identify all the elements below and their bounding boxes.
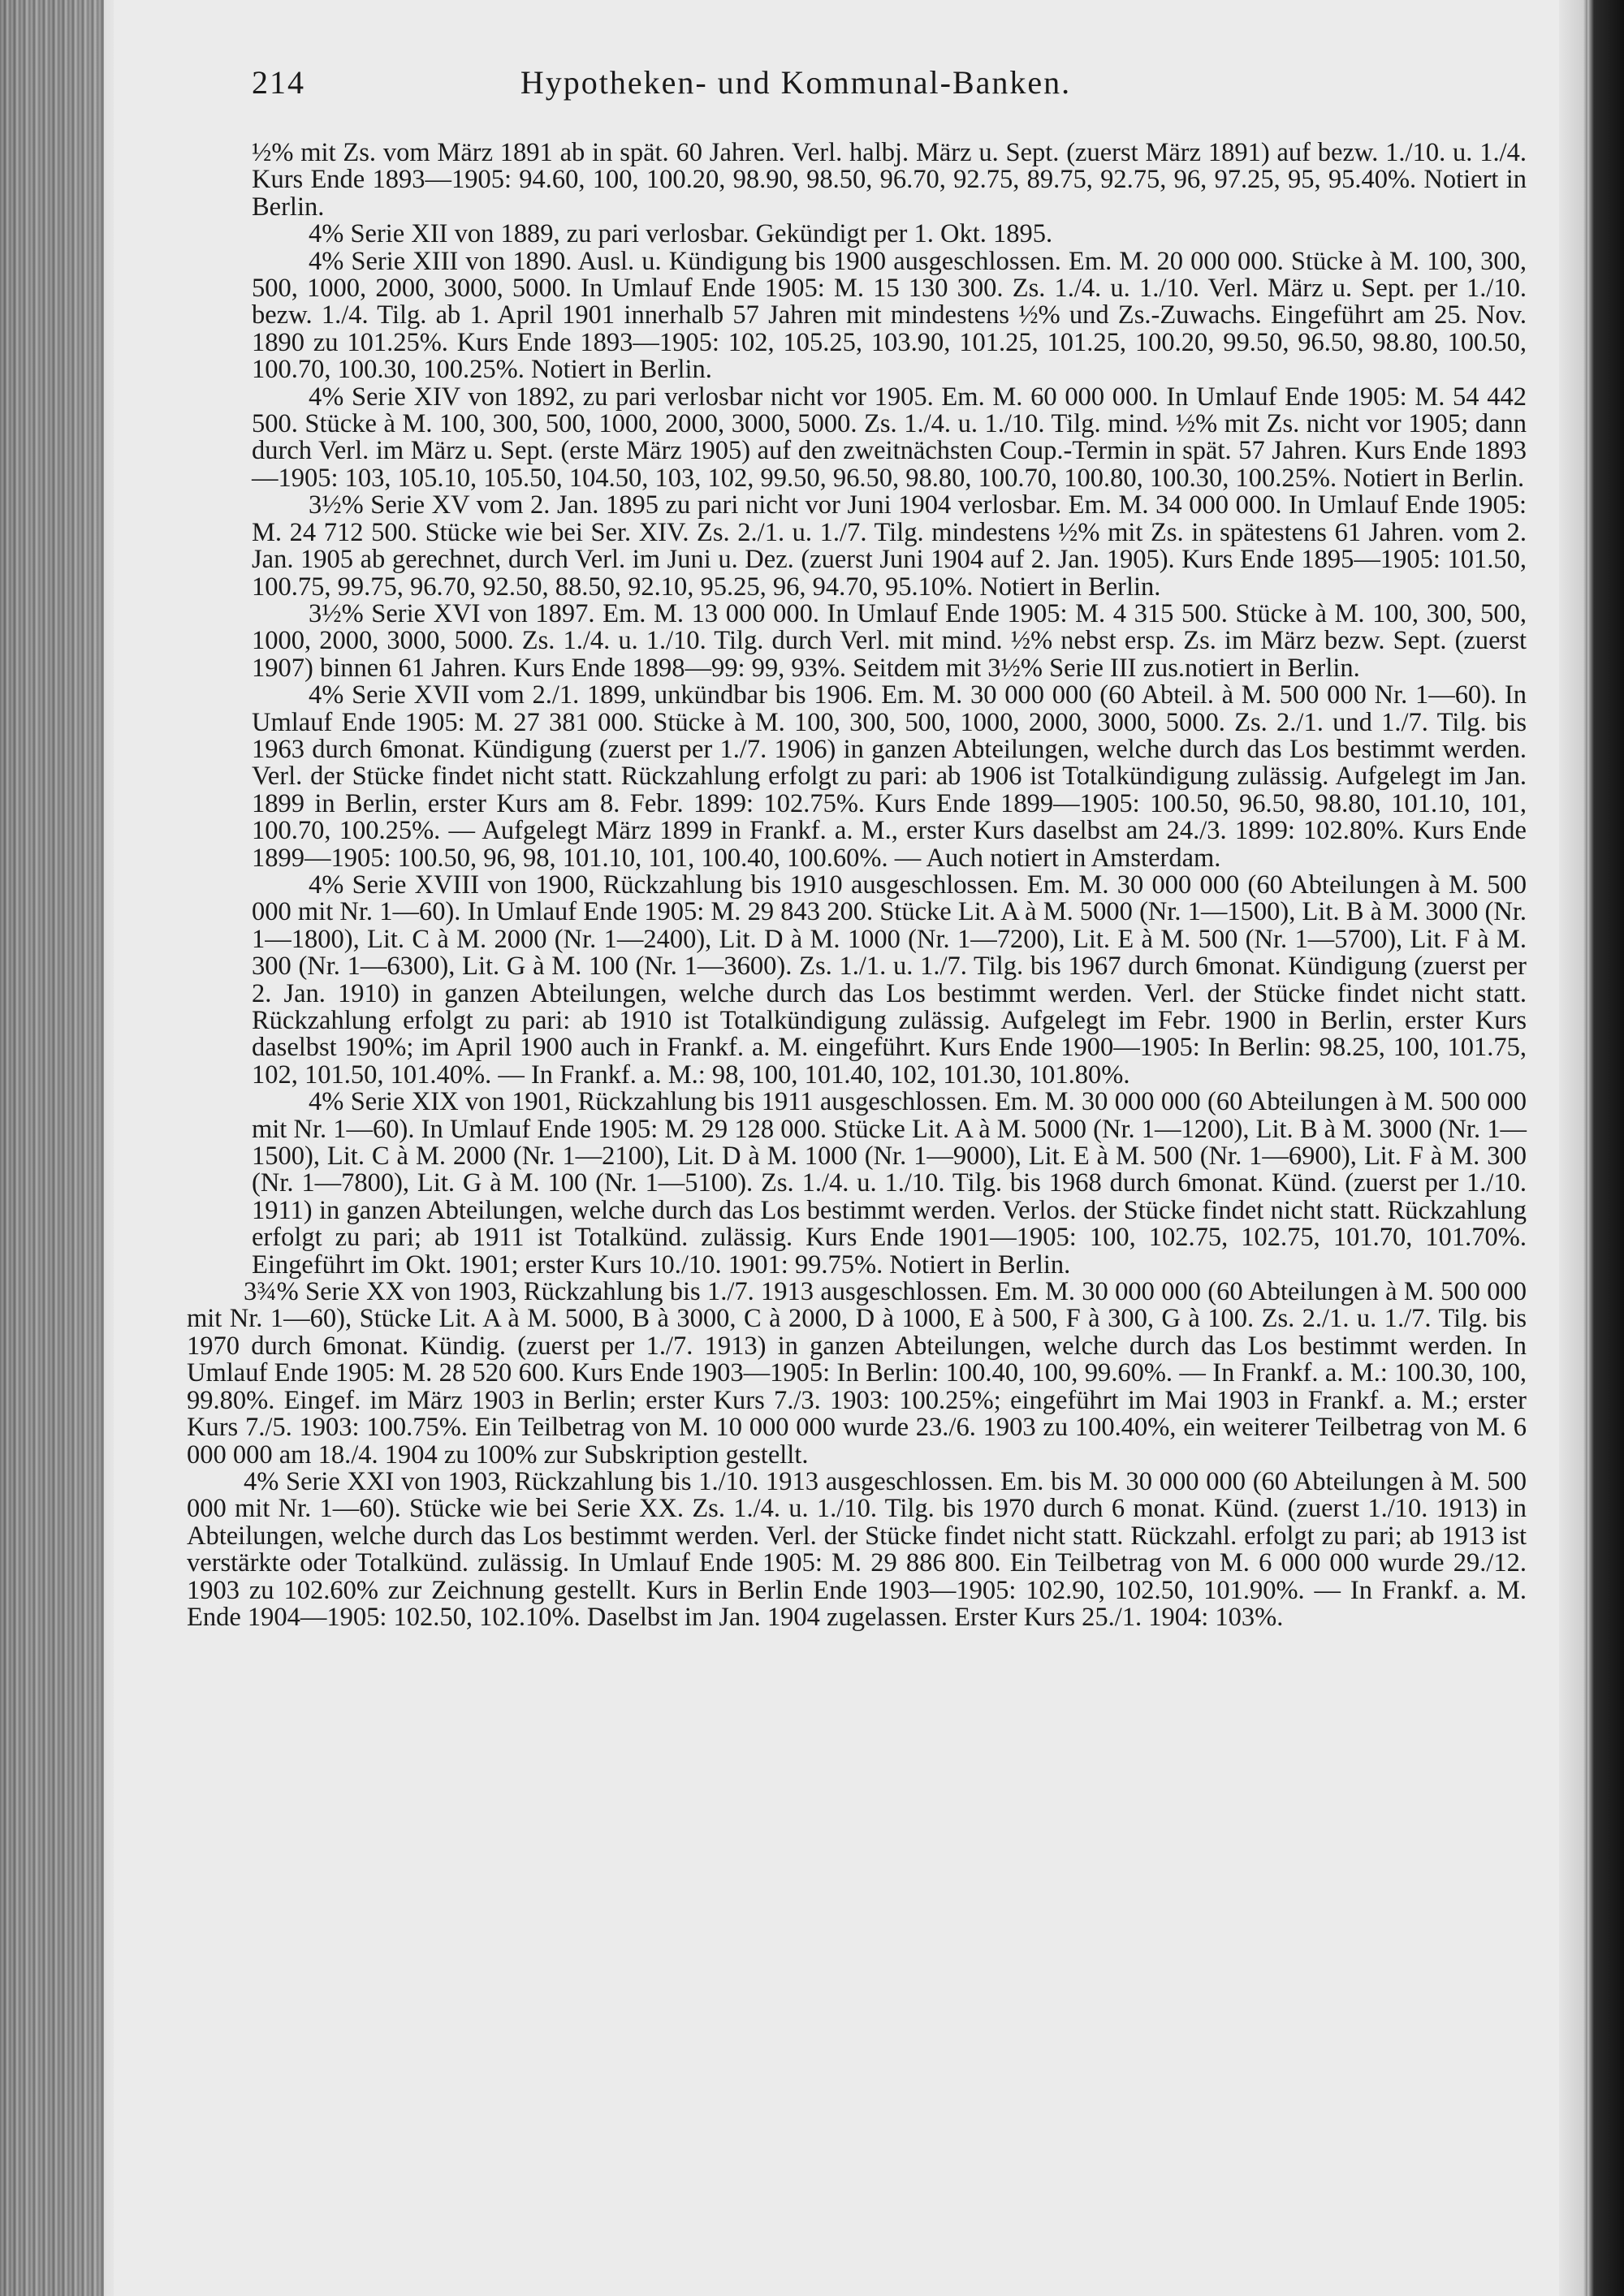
paragraph-serie-xv: 3½% Serie XV vom 2. Jan. 1895 zu pari nicht vor Juni 1904 verlosbar. Em. M. 34 000 000. In Umlauf Ende 1905: M. 24 712 500. Stücke wie bei Ser. XIV. Zs. 2./1. u. 1./7. Tilg. mindestens ½% mit Zs. in spätestens 61 Jahren. vom 2. Jan. 1905 ab gerechnet, durch Verl. im Juni u. Dez. (zuerst Juni 1904 auf 2. Jan. 1905). Kurs Ende 1895—1905: 101.50, 100.75, 99.75, 96.70, 92.50, 88.50, 92.10, 95.25, 96, 94.70, 95.10%. Notiert in Berlin. xyxy=(252,490,1527,602)
paragraph-serie-xxi: 4% Serie XXI von 1903, Rückzahlung bis 1./10. 1913 ausgeschlossen. Em. bis M. 30 000 000 (60 Abteilungen à M. 500 000 mit Nr. 1—60). Stücke wie bei Serie XX. Zs. 1./4. u. 1./10. Tilg. bis 1970 durch 6 monat. Künd. (zuerst 1./10. 1913) in Abteilungen, welche durch das Los bestimmt werden. Verl. der Stücke findet nicht statt. Rückzahl. erfolgt zu pari; ab 1913 ist verstärkte oder Totalkünd. zulässig. In Umlauf Ende 1905: M. 29 886 800. Ein Teilbetrag von M. 6 000 000 wurde 29./12. 1903 zu 102.60% zur Zeichnung gestellt. Kurs in Berlin Ende 1903—1905: 102.90, 102.50, 101.90%. — In Frankf. a. M. Ende 1904—1905: 102.50, 102.10%. Daselbst im Jan. 1904 zugelassen. Erster Kurs 25./1. 1904: 103%. xyxy=(187,1466,1527,1632)
paragraph-serie-xviii: 4% Serie XVIII von 1900, Rückzahlung bis 1910 ausgeschlossen. Em. M. 30 000 000 (60 Abteilungen à M. 500 000 mit Nr. 1—60). In Umlauf Ende 1905: M. 29 843 200. Stücke Lit. A à M. 5000 (Nr. 1—1500), Lit. B à M. 3000 (Nr. 1—1800), Lit. C à M. 2000 (Nr. 1—2400), Lit. D à M. 1000 (Nr. 1—7200), Lit. E à M. 500 (Nr. 1—5700), Lit. F à M. 300 (Nr. 1—6300), Lit. G à M. 100 (Nr. 1—3600). Zs. 1./1. u. 1./7. Tilg. bis 1967 durch 6monat. Kündigung (zuerst per 2. Jan. 1910) in ganzen Abteilungen, welche durch das Los bestimmt werden. Verl. der Stücke findet nicht statt. Rückzahlung erfolgt zu pari: ab 1910 ist Totalkündigung zulässig. Aufgelegt im Febr. 1900 in Berlin, erster Kurs daselbst 190%; im April 1900 auch in Frankf. a. M. eingeführt. Kurs Ende 1900—1905: In Berlin: 98.25, 100, 101.75, 102, 101.50, 101.40%. — In Frankf. a. M.: 98, 100, 101.40, 102, 101.30, 101.80%. xyxy=(252,870,1527,1090)
paragraph-serie-xx: 3¾% Serie XX von 1903, Rückzahlung bis 1./7. 1913 ausgeschlossen. Em. M. 30 000 000 (60 Abteilungen à M. 500 000 mit Nr. 1—60), Stücke Lit. A à M. 5000, B à 3000, C à 2000, D à 1000, E à 500, F à 300, G à 100. Zs. 2./1. u. 1./7. Tilg. bis 1970 durch 6monat. Kündig. (zuerst per 1./7. 1913) in ganzen Abteilungen, welche durch das Los bestimmt werden. In Umlauf Ende 1905: M. 28 520 600. Kurs Ende 1903—1905: In Berlin: 100.40, 100, 99.60%. — In Frankf. a. M.: 100.30, 100, 99.80%. Eingef. im März 1903 in Berlin; erster Kurs 7./3. 1903: 100.25%; eingeführt im Mai 1903 in Frankf. a. M.; erster Kurs 7./5. 1903: 100.75%. Ein Teilbetrag von M. 10 000 000 wurde 23./6. 1903 zu 100.40%, ein weiterer Teilbetrag von M. 6 000 000 am 18./4. 1904 zu 100% zur Subskription gestellt. xyxy=(187,1277,1527,1470)
paragraph-serie-xiii: 4% Serie XIII von 1890. Ausl. u. Kündigung bis 1900 ausgeschlossen. Em. M. 20 000 000. Stücke à M. 100, 300, 500, 1000, 2000, 3000, 5000. In Umlauf Ende 1905: M. 15 130 300. Zs. 1./4. u. 1./10. Verl. März u. Sept. per 1./10. bezw. 1./4. Tilg. ab 1. April 1901 innerhalb 57 Jahren mit mindestens ½% und Zs.-Zuwachs. Eingeführt am 25. Nov. 1890 zu 101.25%. Kurs Ende 1893—1905: 102, 105.25, 103.90, 101.25, 101.25, 100.20, 99.50, 96.50, 98.80, 100.50, 100.70, 100.30, 100.25%. Notiert in Berlin. xyxy=(252,246,1527,385)
paragraph-serie-xiv: 4% Serie XIV von 1892, zu pari verlosbar nicht vor 1905. Em. M. 60 000 000. In Umlauf Ende 1905: M. 54 442 500. Stücke à M. 100, 300, 500, 1000, 2000, 3000, 5000. Zs. 1./4. u. 1./10. Tilg. mind. ½% mit Zs. nicht vor 1905; dann durch Verl. im März u. Sept. (erste März 1905) auf den zweitnächsten Coup.-Termin in spät. 57 Jahren. Kurs Ende 1893—1905: 103, 105.10, 105.50, 104.50, 103, 102, 99.50, 96.50, 98.80, 100.70, 100.80, 100.30, 100.25%. Notiert in Berlin. xyxy=(252,382,1527,493)
document-body xyxy=(187,138,1527,1632)
running-title: Hypotheken- und Kommunal-Banken. xyxy=(520,64,1072,101)
book-binding-edge xyxy=(0,0,104,2296)
paragraph-serie-xii: 4% Serie XII von 1889, zu pari verlosbar. Gekündigt per 1. Okt. 1895. xyxy=(309,219,1053,249)
paragraph-serie-xvi: 3½% Serie XVI von 1897. Em. M. 13 000 000. In Umlauf Ende 1905: M. 4 315 500. Stücke à M. 100, 300, 500, 1000, 2000, 3000, 5000. Zs. 1./4. u. 1./10. Tilg. durch Verl. mit mind. ½% nebst ersp. Zs. im März bezw. Sept. (zuerst 1907) binnen 61 Jahren. Kurs Ende 1898—99: 99, 93%. Seitdem mit 3½% Serie III zus.notiert in Berlin. xyxy=(252,598,1527,683)
paragraph-serie-xvii: 4% Serie XVII vom 2./1. 1899, unkündbar bis 1906. Em. M. 30 000 000 (60 Abteil. à M. 500 000 Nr. 1—60). In Umlauf Ende 1905: M. 27 381 000. Stücke à M. 100, 300, 500, 1000, 2000, 3000, 5000. Zs. 2./1. und 1./7. Tilg. bis 1963 durch 6monat. Kündigung (zuerst per 1./7. 1906) in ganzen Abteilungen, welche durch das Los bestimmt werden. Verl. der Stücke findet nicht statt. Rückzahlung erfolgt zu pari: ab 1906 ist Totalkündigung zulässig. Aufgelegt im Jan. 1899 in Berlin, erster Kurs am 8. Febr. 1899: 102.75%. Kurs Ende 1899—1905: 100.50, 96.50, 98.80, 101.10, 101, 100.70, 100.25%. — Aufgelegt März 1899 in Frankf. a. M., erster Kurs daselbst am 24./3. 1899: 102.80%. Kurs Ende 1899—1905: 100.50, 96, 98, 101.10, 101, 100.40, 100.60%. — Auch notiert in Amsterdam. xyxy=(252,680,1527,873)
page-number: 214 xyxy=(252,64,305,101)
paragraph-serie-xi-continued: ½% mit Zs. vom März 1891 ab in spät. 60 Jahren. Verl. halbj. März u. Sept. (zuerst März 1891) auf bezw. 1./10. u. 1./4. Kurs Ende 1893—1905: 94.60, 100, 100.20, 98.90, 98.50, 96.70, 92.75, 89.75, 92.75, 96, 97.25, 95, 95.40%. Notiert in Berlin. xyxy=(252,138,1527,222)
page-right-edge xyxy=(1587,0,1624,2296)
page-header xyxy=(138,63,1453,104)
paragraph-serie-xix: 4% Serie XIX von 1901, Rückzahlung bis 1911 ausgeschlossen. Em. M. 30 000 000 (60 Abteilungen à M. 500 000 mit Nr. 1—60). In Umlauf Ende 1905: M. 29 128 000. Stücke Lit. A à M. 5000 (Nr. 1—1200), Lit. B à M. 3000 (Nr. 1—1500), Lit. C à M. 2000 (Nr. 1—2100), Lit. D à M. 1000 (Nr. 1—9000), Lit. E à M. 500 (Nr. 1—6900), Lit. F à M. 300 (Nr. 1—7800), Lit. G à M. 100 (Nr. 1—5100). Zs. 1./4. u. 1./10. Tilg. bis 1968 durch 6monat. Künd. (zuerst per 1./10. 1911) in ganzen Abteilungen, welche durch das Los bestimmt werden. Verlos. der Stücke findet nicht statt. Rückzahlung erfolgt zu pari; ab 1911 ist Totalkünd. zulässig. Kurs Ende 1901—1905: 100, 102.75, 102.75, 101.70, 101.70%. Eingeführt im Okt. 1901; erster Kurs 10./10. 1901: 99.75%. Notiert in Berlin. xyxy=(252,1087,1527,1280)
